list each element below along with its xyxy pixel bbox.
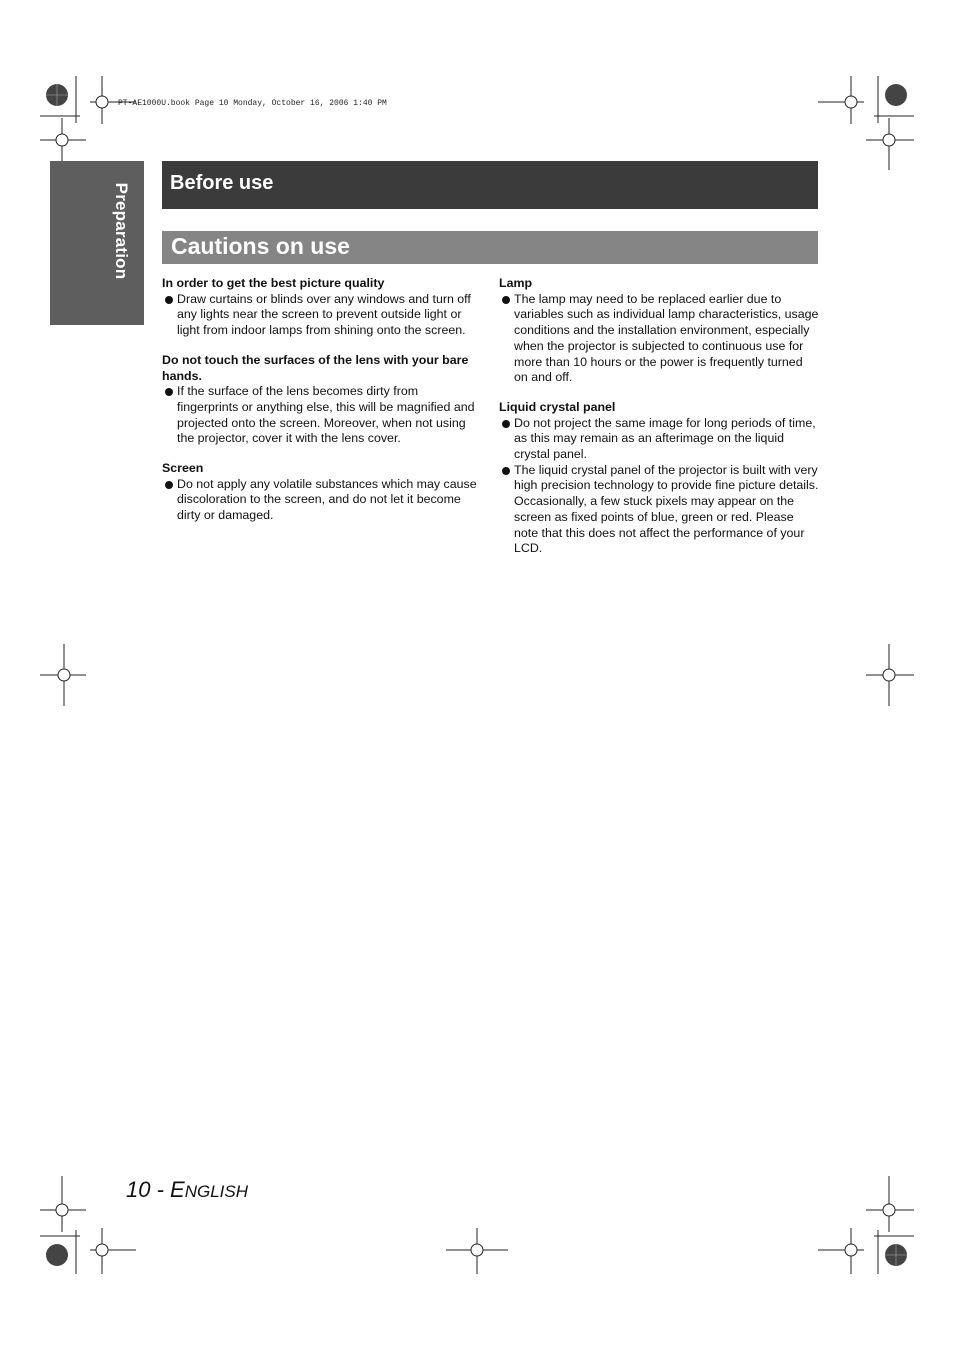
file-header: PT-AE1000U.book Page 10 Monday, October 16, 2006 1:40 PM [118,99,387,108]
bullet-icon [165,481,173,489]
bullet-text: If the surface of the lens becomes dirty from fingerprints or anything else, this will be magnified and projected onto the screen. Moreover, when not using the projector, cover it with the lens cover. [177,384,475,446]
caution-section [499,399,819,557]
caution-section [162,460,482,524]
side-tab-label: Preparation [112,182,131,280]
section-heading: Do not touch the surfaces of the lens with your bare hands. [162,352,469,383]
list-item [162,292,482,339]
bullet-icon [502,420,510,428]
list-item [499,463,819,557]
left-column [162,275,482,537]
section-title: Before use [170,172,274,194]
bullet-list [162,384,482,447]
bullet-text: Do not apply any volatile substances which may cause discoloration to the screen, and do not let it become dirty or damaged. [177,476,477,523]
section-heading: Liquid crystal panel [499,399,616,414]
bullet-icon [165,388,173,396]
section-band [162,161,818,209]
section-heading: Lamp [499,276,533,290]
side-tab [50,161,144,325]
bullet-text: The lamp may need to be replaced earlier due to variables such as individual lamp characteristics, usage conditions and the installation environment, especially when the projector is subjected to continuous use for more than 10 hours or the power is frequently turned on and off. [514,291,819,385]
list-item [499,416,819,463]
list-item [162,477,482,524]
list-item [162,384,482,447]
page-number-suffix: NGLISH [184,1182,248,1201]
bullet-list [499,416,819,557]
list-item [499,292,819,386]
section-heading: Screen [162,461,204,476]
section-heading: In order to get the best picture quality [162,276,385,290]
caution-section [162,275,482,339]
bullet-text: The liquid crystal panel of the projector is built with very high precision technology to provide fine picture details. Occasionally, a few stuck pixels may appear on the screen as fixed points of blue, green or red. Please note that this does not affect the performance of your LCD. [514,462,819,556]
caution-section [499,275,819,386]
bullet-list [162,477,482,524]
bullet-list [499,292,819,386]
bullet-text: Draw curtains or blinds over any windows and turn off any lights near the screen to prevent outside light or light from indoor lamps from shining onto the screen. [177,291,471,338]
page-number-prefix: 10 - E [126,1177,185,1202]
bullet-icon [165,296,173,304]
right-column [499,275,819,570]
page-title: Cautions on use [171,233,350,259]
bullet-icon [502,467,510,475]
bullet-text: Do not project the same image for long periods of time, as this may remain as an afterimage on the liquid crystal panel. [514,415,816,462]
caution-section [162,352,482,447]
bullet-icon [502,296,510,304]
title-band [162,231,818,264]
bullet-list [162,292,482,339]
page-number [126,1177,248,1203]
